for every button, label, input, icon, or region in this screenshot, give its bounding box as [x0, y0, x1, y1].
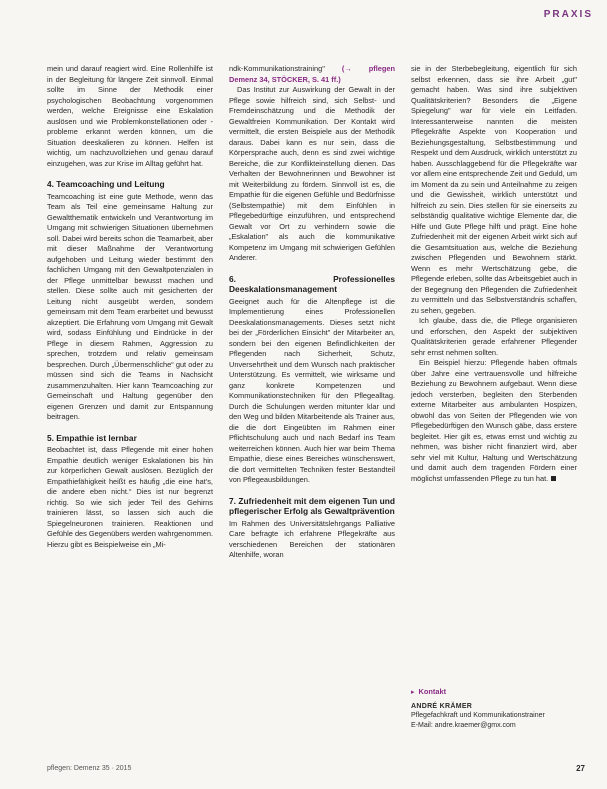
author-email[interactable]: E-Mail: andre.kraemer@gmx.com [411, 721, 516, 729]
text-column-2 [229, 64, 395, 561]
paragraph: Das Institut zur Auswirkung der Gewalt in der Pflege sowie hilfreich sind, sich Selbst- und Fremdeinschätzung und die Methodik der Gewaltfreien Kommunikation. Der Kontakt wird vermittelt, die ersten Beispiele aus der Methodik daraus. Dabei kann es nur sein, dass die Körpersprache auch, denn es sind zwei wichtige Bereiche, die zur Konflikteinstellung dienen. Das Verhalten der Bewohnerinnen und Bewohner ist mit Weiterbildung zu fördern. Sinnvoll ist es, die Empathie für die eigenen Gefühle und Bedürfnisse (Selbstempathie) mit dem Einfühlen in Pflegebedürftige einzuführen, und entsprechend Gewalt vor Ort zu verhindern sowie die „Eskalation" als auch die kommunikative Kompetenz im Umgang mit schwierigen Gefühlen Anderer. [229, 85, 395, 262]
author-role: Pflegefachkraft und Kommunikationstrainer [411, 712, 545, 719]
contact-box [411, 687, 581, 730]
page-number: 27 [576, 764, 585, 773]
paragraph: sie in der Sterbebegleitung, eigentlich für sich selbst erkennen, dass sie ihre Arbeit „gut" gemacht haben. Was sind ihre subjektiven Qualitätskriterien? Besonders die „Eigene Spiegelung" war für viele ein Leitfaden. Interessanterweise nannten die meisten Pflegekräfte Aspekte von Kooperation und Beziehungsgestaltung, Selbstbestimmung und Respekt und dem Ausdruck, wirklich unterstützt zu haben. Ausschlaggebend für die Pflegekräfte war vor allem eine entsprechende Zeit und Geduld, um im Moment da zu sein und Anteilnahme zu zeigen und die Gewissheit, wirklich unterstützt und hilfreich zu sein. Dies stellen für sie einerseits zu selbständig qualitative wichtige Elemente dar, die Hilfe und Gute Pflege hilft und prägt. Eine hohe Zufriedenheit mit der eigenen Arbeit wirkt sich auf die Gesamtsituation aus, welche die Beziehung zwischen Pflegenden und Bewohnern stärkt. Wenn es mehr Wertschätzung gebe, die Pflegende erleben, sollte das Arbeitsgebiet auch in der Begegnung den Pflegenden die Zufriedenheit zu vermitteln und das Selbstverständnis schaffen, zu sehen, gegeben. [411, 64, 577, 315]
paragraph: Teamcoaching ist eine gute Methode, wenn das Team als Teil eine gemeinsame Haltung zur Gewaltthematik entwickeln und Verantwortung im Umgang mit schwierigen Situationen übernehmen soll. Dabei wird bereits schon die Teamarbeit, aber mit dieser Maßnahme der Verantwortung aufgehoben und Leitung wieder bestimmt den fachlichen Umgang mit den Gewaltpotenzialen in der Pflege unmittelbar bewusst machen und stellen. Diese sollte auch mit gesicherten der Leitung nicht ausgeübt werden, sondern gemeinsam mit dem Team erarbeitet und bewusst akzeptiert. Die Erfahrung vom Umgang mit Gewalt wird, sodass Einfühlung und Eindrücke in der Pflege in diesem Rahmen, Aggression zu sprechen, trotzdem und relativ gemeinsam besprechen. Durch „Übermenschliche“ gut oder zu müssen sind sich die Teams in Nachsicht zusammenzuhalten. Hier kann Teamcoaching zur Gemeinschaft und Haltung gegenüber den eigenen Grenzen und damit zur Entspannung beitragen. [47, 191, 213, 421]
text-column-3 [411, 64, 577, 484]
paragraph [411, 358, 577, 484]
paragraph: mein und darauf reagiert wird. Eine Rollenhilfe ist in der Begleitung für längere Zeit sinnvoll. Einmal sollte im Sinne der Methodik einer psychologischen Beobachtung vorgenommen werden, welche Ereignisse eine Eskalation auslösen und wie Problemkonstellationen oder -probleme erkannt werden können, um die Situation deeskalieren zu können. Helfen ist wichtig, um nachzuvollziehen und genau darauf einzugehen, was zur Krise im Alltag geführt hat. [47, 64, 213, 168]
contact-title: Kontakt [418, 687, 447, 696]
cross-reference-link[interactable]: (→ pflegen Demenz 34, STÖCKER, S. 41 ff.) [229, 64, 395, 84]
paragraph: Beobachtet ist, dass Pflegende mit einer hohen Empathie deutlich weniger Eskalationen bis hin zur körperlichen Gewalt auslösen. Bezüglich der Empathiefähigkeit heißt es häufig „die eine hat's, die andere eben nicht.“ Dies ist nur begrenzt richtig. So wie sich jeder Teil des Gehirns trainieren lässt, so lassen sich auch die Spiegelneuronen trainieren. Reaktionen und Gefühle des Gegenübers werden wahrgenommen. Hierzu gibt es Beispielweise ein „Mi- [47, 445, 213, 549]
section-heading-6: 6. Professionelles Deeskalationsmanagement [229, 273, 395, 294]
section-heading-7: 7. Zufriedenheit mit dem eigenen Tun und pflegerischer Erfolg als Gewaltprävention [229, 495, 395, 516]
end-of-article-mark [551, 476, 556, 481]
section-heading-5: 5. Empathie ist lernbar [47, 432, 137, 443]
author-name: ANDRÉ KRÄMER [411, 702, 473, 710]
paragraph-text: ndk-Kommunikationstraining" [229, 64, 342, 73]
publication-info: pflegen: Demenz 35 · 2015 [47, 765, 132, 772]
paragraph: Ich glaube, dass die, die Pflege organisieren und erforschen, den Aspekt der subjektiven Qualitätskriterien gerade erfahrener Pflegender sehr ernst nehmen sollten. [411, 316, 577, 357]
section-heading-4: 4. Teamcoaching und Leitung [47, 179, 165, 189]
paragraph [229, 64, 395, 85]
paragraph-text: Ein Beispiel hierzu: Pflegende haben oftmals über Jahre eine vertrauensvolle und hilfreiche Beziehung zu Bewohnern aufgebaut. Wenn diese jedoch versterben, begleiten den Sterbenden externe Mitarbeiter aus ambulanten Hospizen, obwohl das von Seiten der Pflegenden wie von Pflegebedürftigen den Wunsch gäbe, dass erstere begleitet. Hier gilt es, etwas ernst und wichtig zu nehmen, was bisher nicht finanziert wird, aber sehr viel mit Kultur, Haltung und Wertschätzung und damit auch dem tragenden Fördern einer möglichst umfassenden Pflege zu tun hat. [411, 358, 577, 483]
section-label: PRAXIS [543, 9, 593, 20]
triangle-right-icon: ▸ [411, 689, 415, 696]
paragraph: Im Rahmen des Universitätslehrgangs Palliative Care befragte ich erfahrene Pflegekräfte aus verschiedenen Bereichen der stationären Altenhilfe, woran [229, 518, 395, 559]
page-header [0, 0, 607, 30]
page-footer [0, 760, 607, 782]
text-column-1 [47, 64, 213, 550]
paragraph: Geeignet auch für die Altenpflege ist die Implementierung eines Professionellen Deeskalationsmanagements. Dieses setzt nicht bei der „Förderlichen Einsicht" der Mitarbeiter an, sondern bei den eigenen Befindlichkeiten der Pflegenden nach Sicherheit, Schutz, Unversehrtheit und dem Wunsch nach praktischer Unterstützung. Es vermittelt, wie wirksame und ganz konkrete Kompetenzen und Kommunikationstechniken für den Pflegealltag. Durch die Schulungen werden mitunter klar und den Weg und bilden Mitarbeitende als Trainer aus, die die dort Eingeübten im Rahmen einer Pflichtschulung auch und nach Bedarf ins Team weiterreichen können. Auch hier war beim Thema Empathie, diese eines Bereiches wünschenswert, die dort vermittelten Techniken fester Bestandteil von Pflegeausbildungen. [229, 296, 395, 484]
contact-heading [411, 687, 581, 698]
